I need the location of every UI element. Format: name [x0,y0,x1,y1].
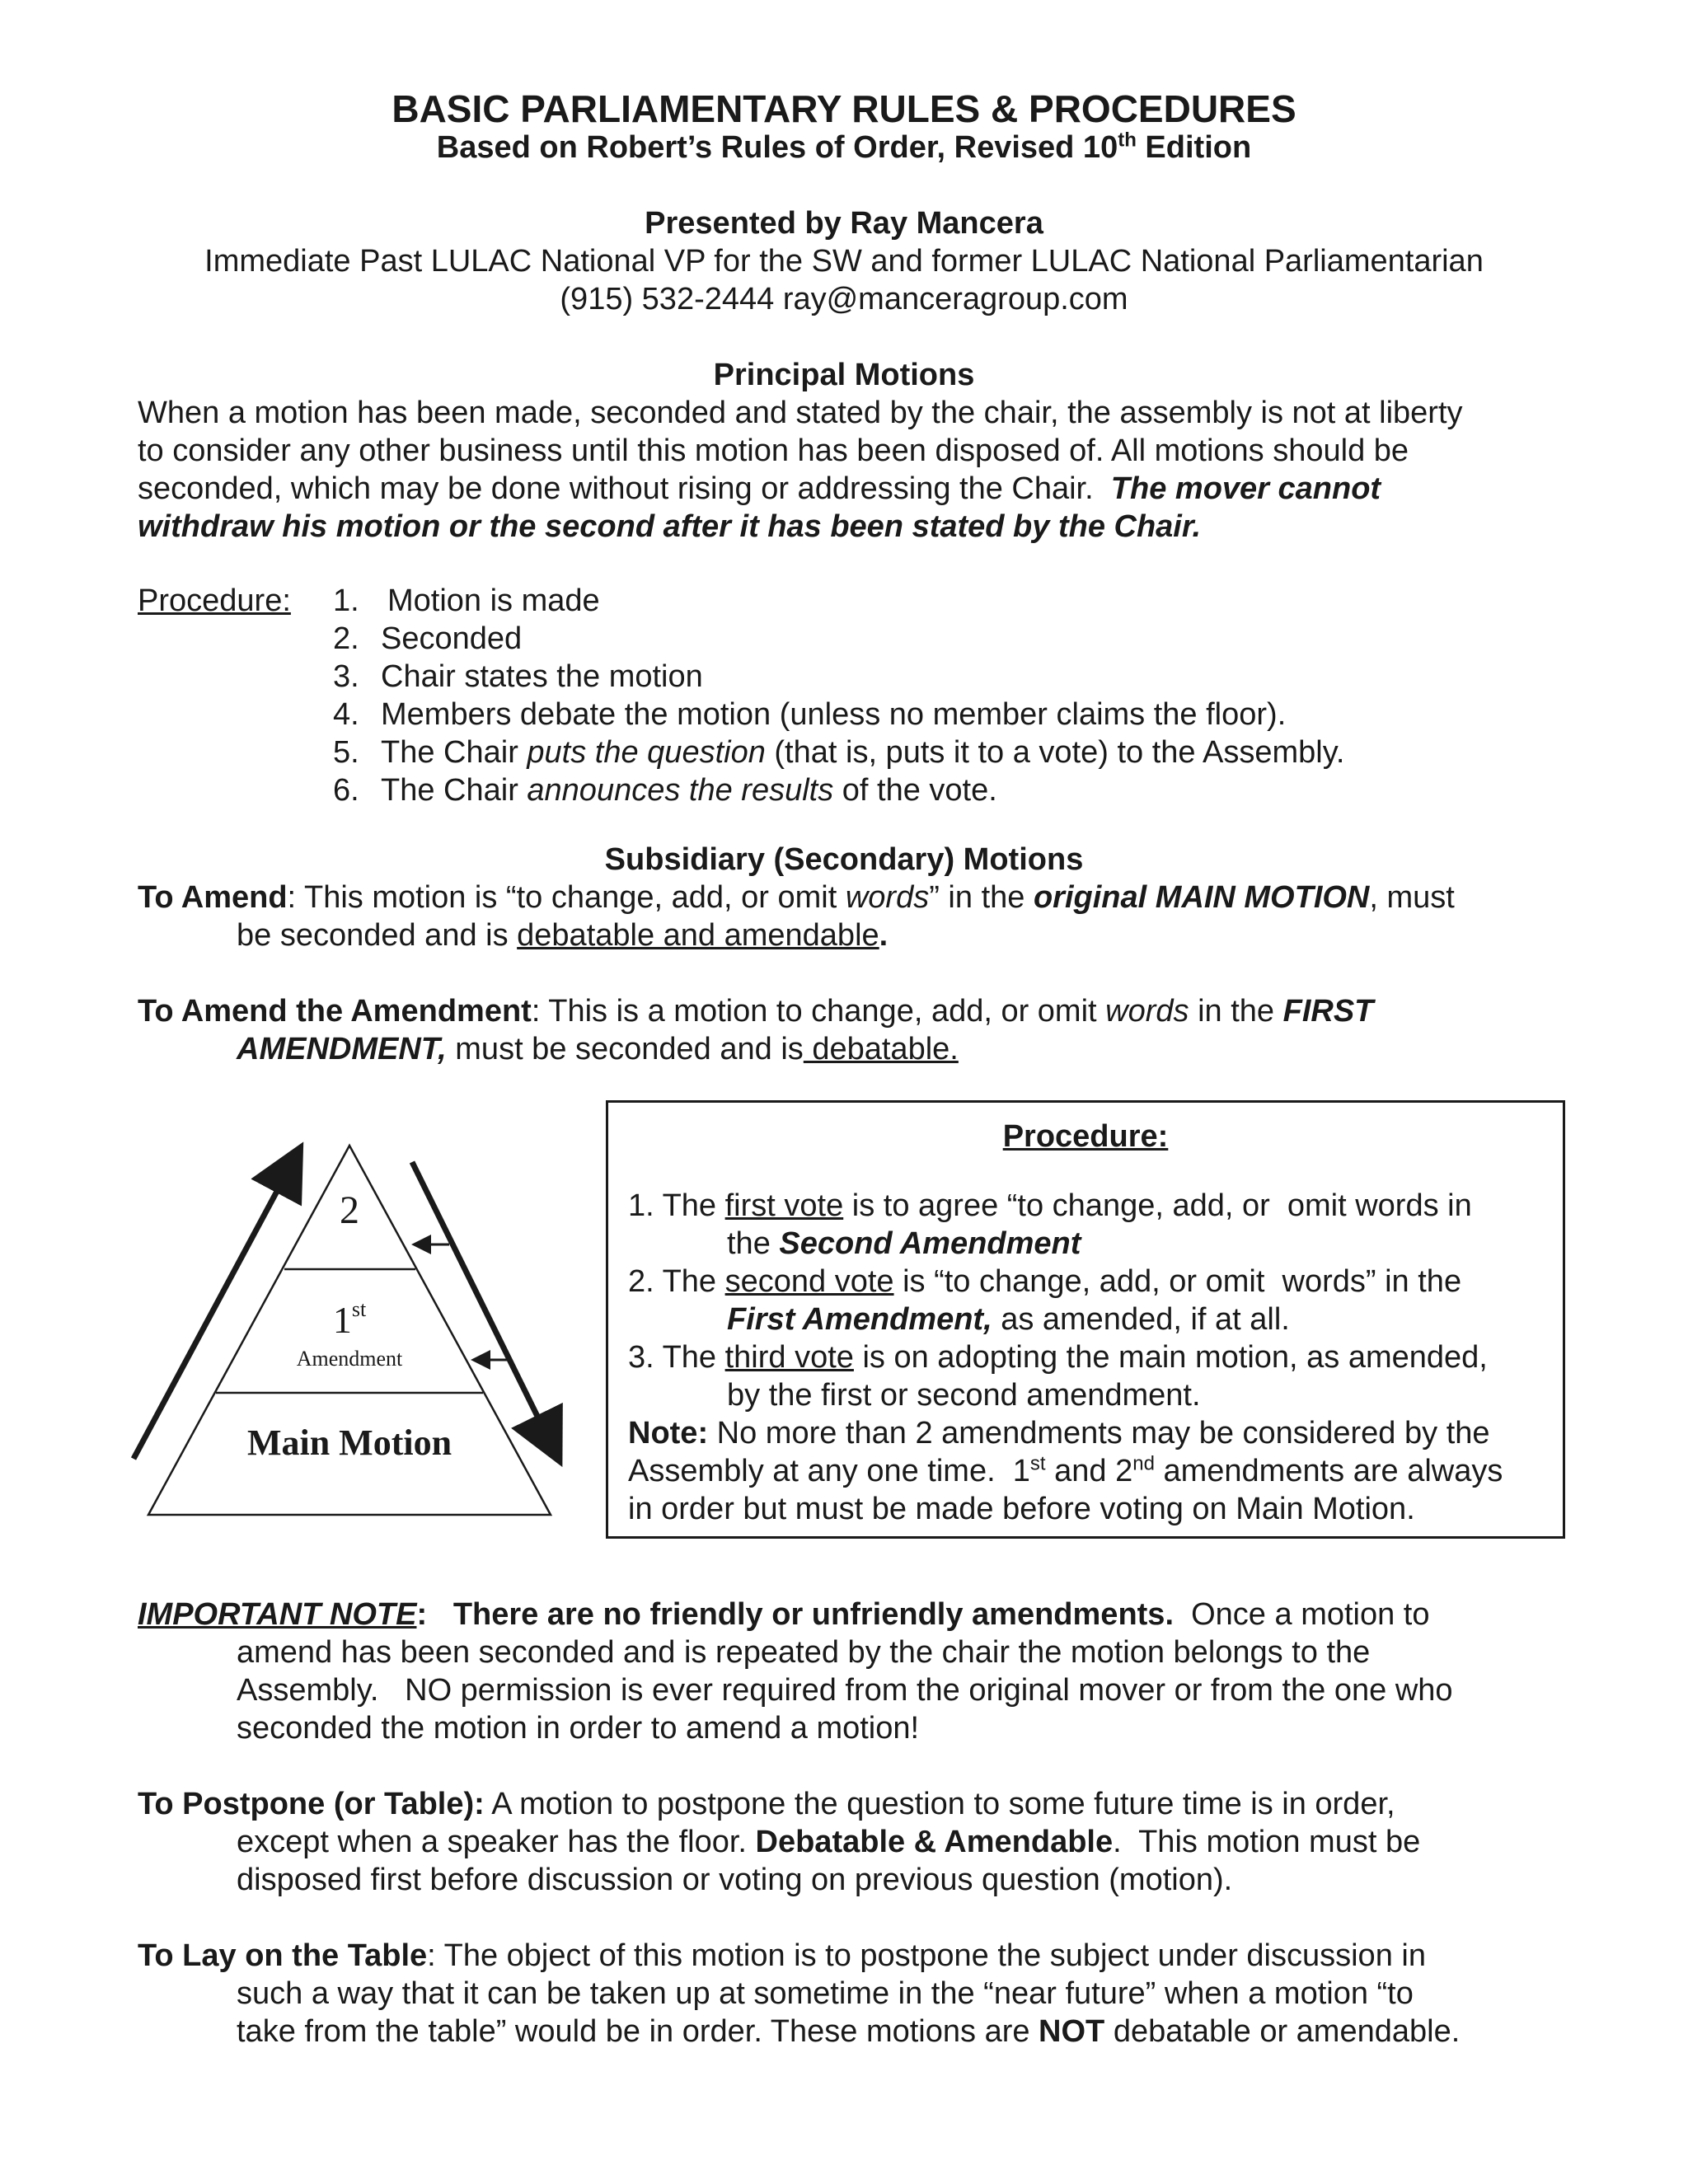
procedure-box-body: 1. The first vote is to agree “to change, add, or omit words in the Second Amendment 2. The second vote is “to change, add, or omit words” in the First Amendment, as amended, if at all. 3. The third vote is on adopting the main motion, as amended, by the first or second amendment. Note: No more than 2 amendments may be considered by the Assembly at any one time. 1st and 2nd amendments are always in order but must be made before voting on Main Motion. [628,1188,1503,1526]
procedure-step: 5. The Chair puts the question (that is, puts it to a vote) to the Assembly. [333,735,1345,770]
procedure-step: 2. Seconded [333,621,523,656]
procedure-steps-list [333,582,1487,809]
procedure-box [606,1100,1565,1539]
to-amend-the-amendment-paragraph: To Amend the Amendment: This is a motion to change, add, or omit words in the FIRST AMENDMENT, must be seconded and is debatable. [138,994,1374,1066]
procedure-step: 3. Chair states the motion [333,659,703,694]
principal-motions-paragraph: When a motion has been made, seconded and stated by the chair, the assembly is not at liberty to consider any other business until this motion has been disposed of. All motions should be seconded, which may be done without rising or addressing the Chair. The mover cannot withdraw his motion or the second after it has been stated by the Chair. [138,396,1463,544]
section-heading-subsidiary-motions: Subsidiary (Secondary) Motions [604,842,1084,877]
arrow-down-right [412,1162,552,1446]
pyramid-label-amendment-word: Amendment [296,1347,403,1371]
presenter-contact: (915) 532-2444 ray@manceragroup.com [560,282,1128,316]
to-postpone-paragraph: To Postpone (or Table): A motion to postpone the question to some future time is in order, except when a speaker has the floor. Debatable & Amendable. This motion must be disposed first before discussion or voting on previous question (motion). [138,1787,1421,1897]
presenter-name: Presented by Ray Mancera [645,206,1043,241]
section-heading-principal-motions: Principal Motions [713,358,975,392]
pyramid-label-first-amendment: 1 [332,1299,352,1341]
amendment-pyramid-diagram [124,1137,569,1533]
page-title: BASIC PARLIAMENTARY RULES & PROCEDURES [392,87,1296,130]
procedure-step: 4. Members debate the motion (unless no member claims the floor). [333,697,1287,732]
to-lay-on-the-table-paragraph: To Lay on the Table: The object of this motion is to postpone the subject under discussion in such a way that it can be taken up at sometime in the “near future” when a motion “to take from the table” would be in order. These motions are NOT debatable or amendable. [138,1938,1461,2049]
procedure-step: 1. Motion is made [333,583,600,618]
procedure-box-heading: Procedure: [1002,1119,1169,1154]
page-subtitle: Based on Robert’s Rules of Order, Revised 10th Edition [436,129,1252,165]
to-amend-paragraph: To Amend: This motion is “to change, add, or omit words” in the original MAIN MOTION, must be seconded and is debatable and amendable. [138,880,1455,953]
procedure-label: Procedure: [138,583,291,618]
important-note-paragraph: IMPORTANT NOTE: There are no friendly or unfriendly amendments. Once a motion to amend has been seconded and is repeated by the chair the motion belongs to the Assembly. NO permission is ever required from the original mover or from the one who seconded the motion in order to amend a motion! [138,1597,1453,1746]
pyramid-label-main-motion: Main Motion [246,1422,452,1463]
presenter-title: Immediate Past LULAC National VP for the SW and former LULAC National Parliamentarian [204,244,1484,279]
svg-text:1st: 1st [332,1297,367,1341]
pyramid-label-second-amendment: 2 [340,1188,359,1232]
procedure-step: 6. The Chair announces the results of the vote. [333,773,997,808]
arrow-up-left [134,1162,293,1459]
